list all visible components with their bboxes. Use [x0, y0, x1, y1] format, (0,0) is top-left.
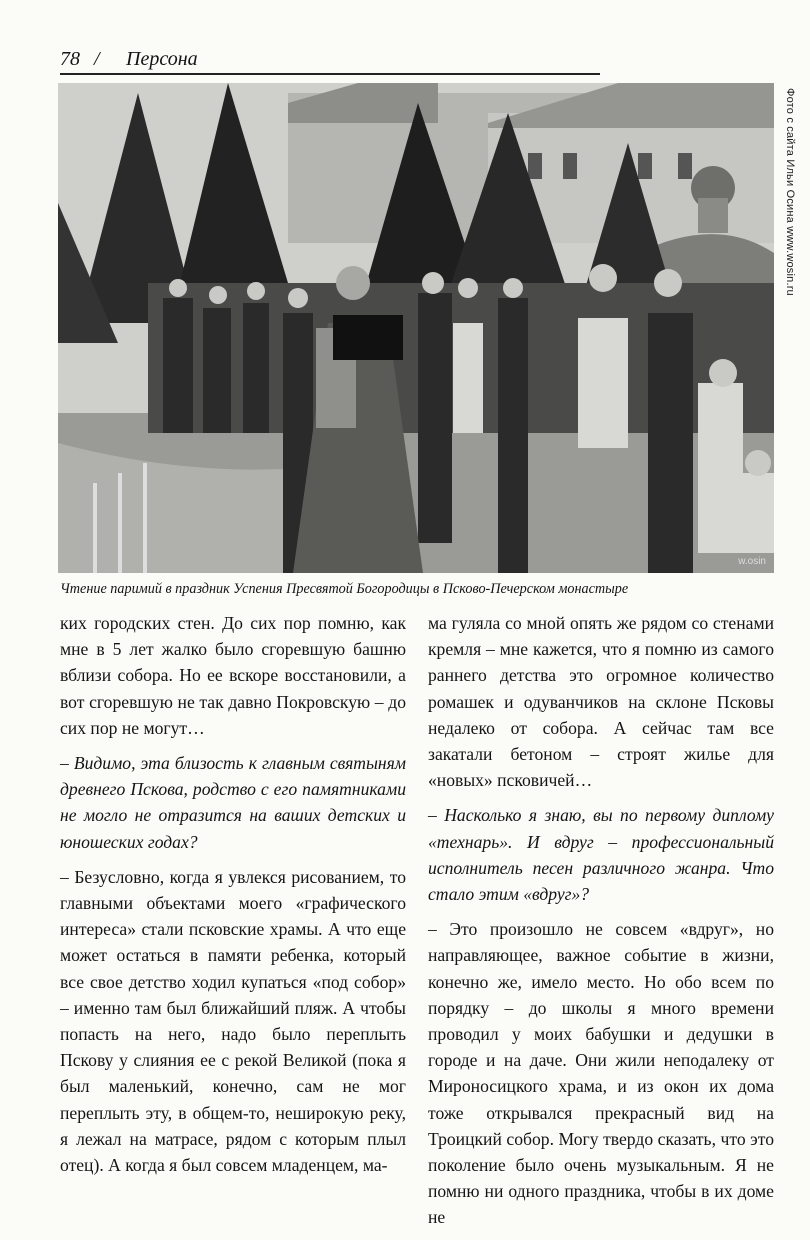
article-column-left	[60, 610, 406, 1187]
paragraph: ма гуляла со мной опять же рядом со стенами кремля – мне кажется, что я помню из самого раннего детства это огромное количество ромашек и одуванчиков на склоне Псковы недалеко от собора. А сейчас там все закатали бетоном – строят жилье для «новых» псковичей…	[428, 613, 774, 791]
photo-illustration	[58, 83, 774, 573]
photo-watermark: w.osin	[738, 556, 766, 567]
section-title: Персона	[126, 48, 198, 70]
photo-credit: Фото с сайта Ильи Осина www.wosin.ru	[784, 88, 796, 296]
paragraph: – Это произошло не совсем «вдруг», но направляющее, важное событие в жизни, конечно же, имело место. Но обо всем по порядку – до школы я много времени проводил у моих бабушки и дедушки в городе и на даче. Они жили неподалеку от Мироносицкого храма, и из окон их дома тоже открывался прекрасный вид на Троицкий собор. Могу твердо сказать, что это поколение было очень музыкальным. Я не помню ни одного праздника, чтобы в их доме не	[428, 919, 774, 1228]
photo-caption: Чтение паримий в праздник Успения Пресвятой Богородицы в Псково-Печерском монастыре	[60, 581, 629, 597]
header-rule	[60, 73, 600, 75]
paragraph: ких городских стен. До сих пор помню, как мне в 5 лет жалко было сгоревшую башню вблизи собора. Но ее вскоре восстановили, а вот сгоревшую не так давно Покровскую – до сих пор не могут…	[60, 613, 406, 738]
article-column-right	[428, 610, 774, 1240]
interview-question: – Насколько я знаю, вы по первому диплому «технарь». И вдруг – профессиональный исполнитель песен различного жанра. Что стало этим «вдруг»?	[428, 805, 774, 905]
header-separator: /	[94, 48, 100, 70]
interview-question: – Видимо, эта близость к главным святыням древнего Пскова, родство с его памятниками не могло не отразится на ваших детских и юношеских годах?	[60, 753, 406, 852]
photo	[58, 83, 774, 573]
running-header	[60, 48, 600, 72]
paragraph: – Безусловно, когда я увлекся рисованием, то главными объектами моего «графического интереса» стали псковские храмы. А что еще может остаться в памяти ребенка, который все свое детство ходил купаться «под собор» – именно там был ближайший пляж. А чтобы попасть на него, надо было переплыть Пскову у слияния ее с рекой Великой (пока я был маленький, конечно, сам не мог переплыть эту, в общем-то, неширокую реку, я лежал на матрасе, рядом с которым плыл отец). А когда я был совсем младенцем, ма-	[60, 866, 406, 1176]
page-number: 78	[60, 48, 80, 70]
